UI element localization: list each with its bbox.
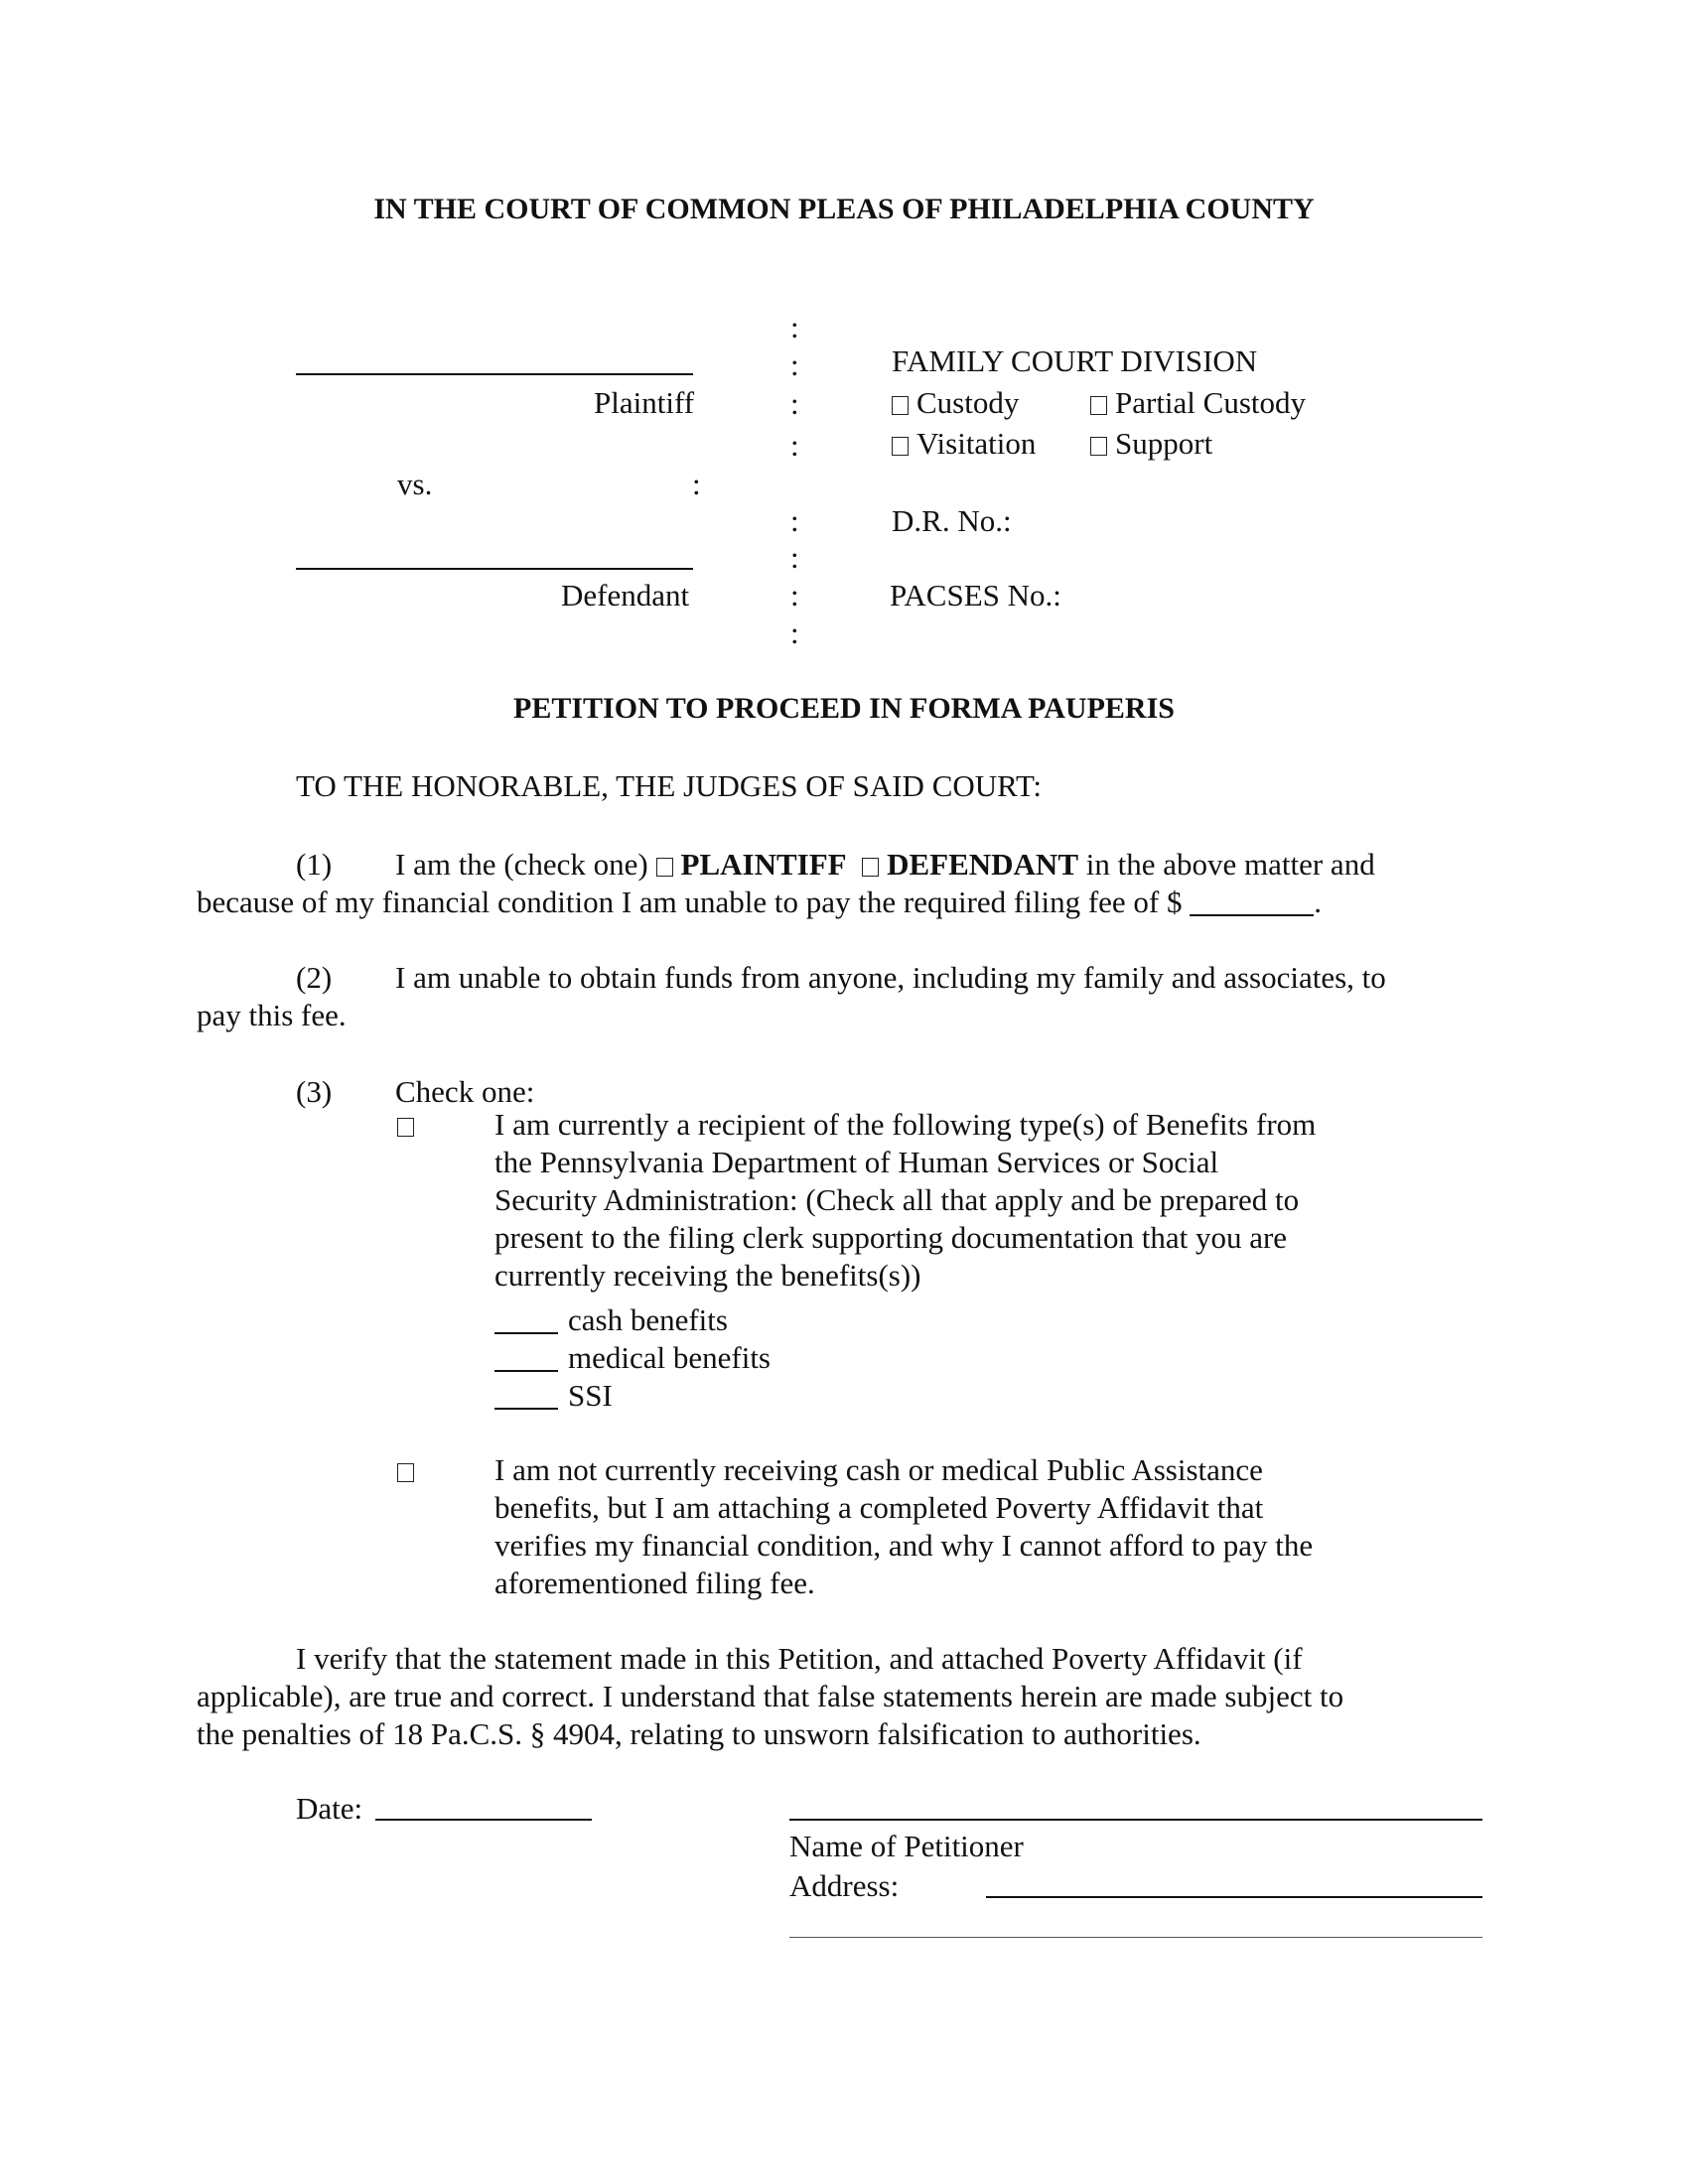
division-label: FAMILY COURT DIVISION: [892, 343, 1258, 378]
visitation-checkbox[interactable]: [892, 437, 909, 456]
date-line[interactable]: [375, 1819, 592, 1821]
benefit-ssi-blank[interactable]: [494, 1384, 558, 1410]
benefit-ssi-item: SSI: [494, 1380, 613, 1411]
verification-statement: I verify that the statement made in this Petition, and attached Poverty Affidavit (if applicable), are true and correct. I understand that false statements herein are made subject to the penalties of 18 Pa.C.S. § 4904, relating to unsworn falsification to authorities.: [197, 1641, 1344, 1751]
caption-separator: :: [790, 428, 799, 463]
item-number: (1): [296, 847, 333, 882]
custody-checkbox[interactable]: [892, 396, 909, 415]
name-of-petitioner-label: Name of Petitioner: [789, 1829, 1024, 1863]
defendant-name-line[interactable]: [296, 568, 693, 570]
partial-custody-checkbox[interactable]: [1090, 396, 1107, 415]
court-title: IN THE COURT OF COMMON PLEAS OF PHILADELPHIA COUNTY: [373, 193, 1315, 225]
item2-line2: pay this fee.: [197, 998, 347, 1032]
dr-no-label: D.R. No.:: [892, 503, 1012, 538]
benefit-cash-item: cash benefits: [494, 1304, 728, 1335]
plaintiff-name-line[interactable]: [296, 373, 693, 375]
item3-heading: Check one:: [395, 1074, 535, 1109]
benefits-recipient-checkbox[interactable]: [397, 1118, 414, 1137]
caption-separator: :: [790, 310, 799, 344]
caption-separator: :: [790, 503, 799, 538]
poverty-affidavit-text: I am not currently receiving cash or medical Public Assistance benefits, but I am attaching a completed Poverty Affidavit that verifies my financial condition, and why I cannot afford to pay the aforementioned filing fee.: [494, 1452, 1314, 1600]
plaintiff-checkbox[interactable]: [656, 858, 673, 877]
benefits-recipient-text: I am currently a recipient of the following type(s) of Benefits from the Pennsylvania Department of Human Services or Social Security Administration: (Check all that apply and be prepared to present to the filing clerk supporting documentation that you are currently receiving the benefits(s)): [494, 1107, 1317, 1293]
item1-line1: I am the (check one) PLAINTIFF DEFENDANT in the above matter and: [395, 847, 1375, 882]
caption-separator: :: [790, 347, 799, 382]
support-checkbox[interactable]: [1090, 437, 1107, 456]
signature-line[interactable]: [789, 1819, 1482, 1821]
partial-custody-option[interactable]: Partial Custody: [1090, 387, 1306, 418]
benefit-medical-item: medical benefits: [494, 1342, 771, 1373]
caption-separator: :: [790, 615, 799, 650]
defendant-label: Defendant: [561, 578, 690, 613]
date-label: Date:: [296, 1791, 363, 1826]
caption-separator: :: [692, 467, 701, 501]
caption-separator: :: [790, 386, 799, 421]
caption-separator: :: [790, 578, 799, 613]
address-label: Address:: [789, 1868, 900, 1903]
pacses-no-label: PACSES No.:: [890, 578, 1061, 613]
petition-title: PETITION TO PROCEED IN FORMA PAUPERIS: [513, 692, 1175, 725]
visitation-option[interactable]: Visitation: [892, 428, 1036, 459]
support-option[interactable]: Support: [1090, 428, 1212, 459]
item-number: (3): [296, 1074, 333, 1109]
item2-line1: I am unable to obtain funds from anyone, including my family and associates, to: [395, 960, 1386, 995]
filing-fee-blank[interactable]: [1190, 890, 1314, 916]
caption-separator: :: [790, 540, 799, 575]
custody-option[interactable]: Custody: [892, 387, 1019, 418]
benefit-medical-blank[interactable]: [494, 1346, 558, 1372]
item-number: (2): [296, 960, 333, 995]
defendant-checkbox[interactable]: [862, 858, 879, 877]
plaintiff-label: Plaintiff: [594, 385, 695, 420]
address-line[interactable]: [986, 1896, 1482, 1898]
address-line-2[interactable]: [789, 1937, 1482, 1938]
item1-line2: because of my financial condition I am unable to pay the required filing fee of $ .: [197, 885, 1322, 919]
vs-label: vs.: [397, 467, 433, 501]
poverty-affidavit-checkbox[interactable]: [397, 1463, 414, 1482]
salutation: TO THE HONORABLE, THE JUDGES OF SAID COURT:: [296, 768, 1042, 803]
benefit-cash-blank[interactable]: [494, 1308, 558, 1334]
